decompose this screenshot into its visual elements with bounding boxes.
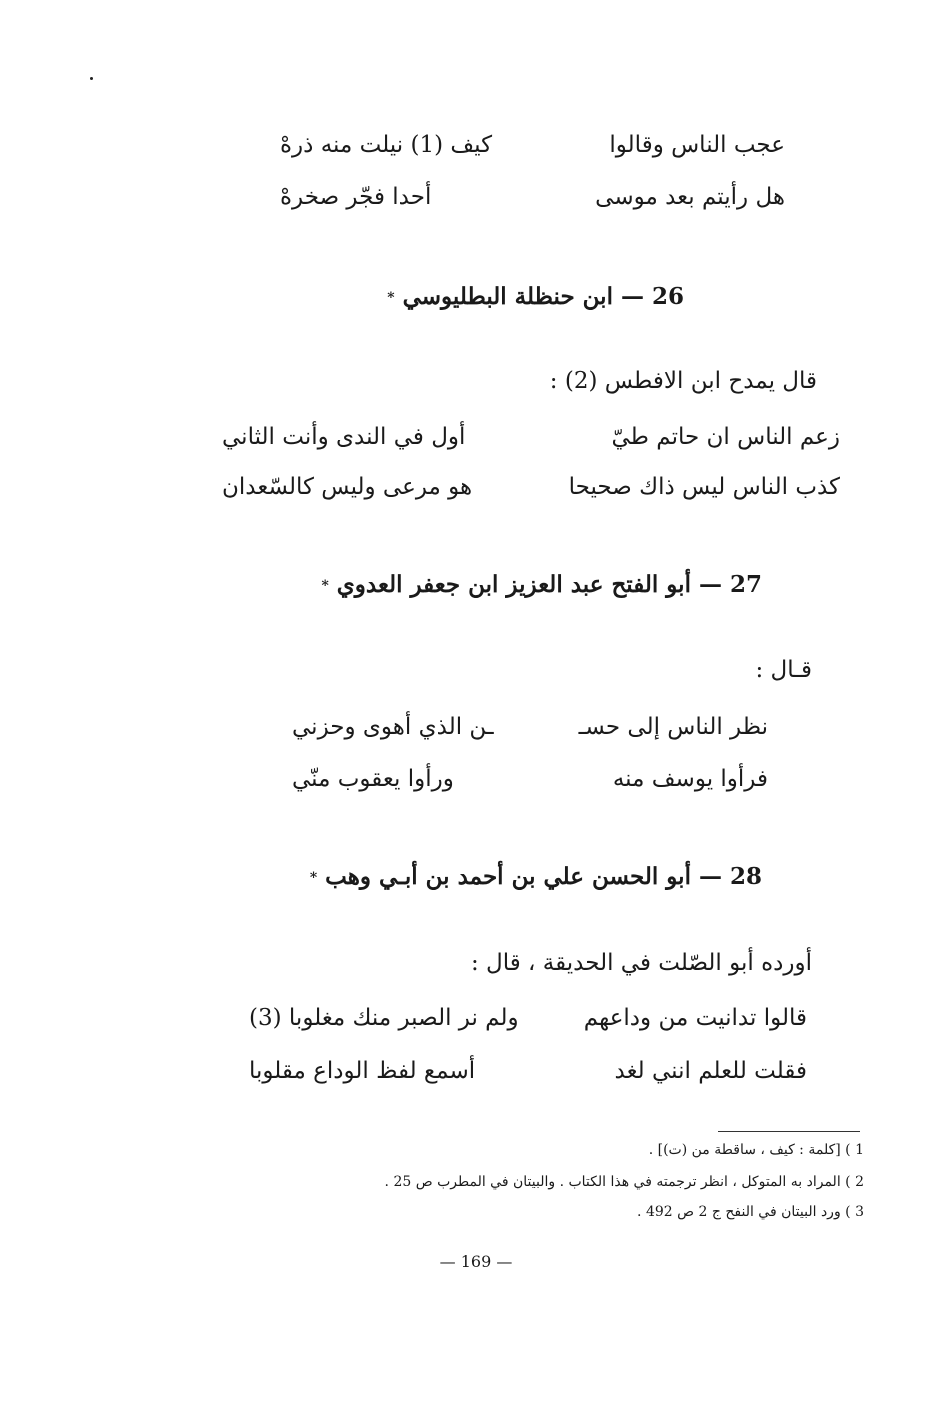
verse-second-hemistich: أسمع لفظ الوداع مقلوبا: [249, 1058, 476, 1084]
verse-line: [288, 764, 768, 794]
verse-second-hemistich: ورأوا يعقوب منّي: [292, 766, 454, 792]
verse-first-hemistich: كذب الناس ليس ذاك صحيحا: [568, 474, 840, 500]
entry-heading: [302, 862, 762, 893]
verse-first-hemistich: هل رأيتم بعد موسى: [595, 184, 785, 210]
heading-text: 27 — أبو الفتح عبد العزيز ابن جعفر العدوي: [336, 571, 762, 598]
intro-line: أورده أبو الصّلت في الحديقة ، قال :: [470, 950, 812, 976]
verse-first-hemistich: عجب الناس وقالوا: [609, 132, 785, 158]
verse-line: [270, 182, 785, 212]
verse-second-hemistich: هو مرعى وليس كالسّعدان: [222, 474, 473, 500]
verse-first-hemistich: قالوا تدانيت من وداعهم: [583, 1005, 807, 1031]
footnote-separator: [718, 1131, 860, 1132]
heading-text: 26 — ابن حنظلة البطليوسي: [402, 283, 684, 310]
page-number: — 169 —: [439, 1252, 513, 1271]
verse-first-hemistich: فقلت للعلم انني لغد: [614, 1058, 807, 1084]
verse-second-hemistich: كيف (1) نيلت منه ذرهْ: [280, 132, 493, 158]
verse-line: [270, 130, 785, 160]
asterisk-icon: *: [387, 290, 395, 306]
verse-line: [218, 472, 840, 502]
verse-second-hemistich: ولم نر الصبر منك مغلوبا (3): [249, 1005, 519, 1031]
verse-first-hemistich: فرأوا يوسف منه: [612, 766, 768, 792]
footnote: 2 ) المراد به المتوكل ، انظر ترجمته في هذا الكتاب . والبيتان في المطرب ص 25 .: [384, 1174, 864, 1190]
footnote: 1 ) [كلمة : كيف ، ساقطة من (ت)] .: [648, 1142, 864, 1158]
verse-second-hemistich: أول في الندى وأنت الثاني: [222, 424, 466, 450]
verse-first-hemistich: زعم الناس ان حاتم طيّ: [611, 424, 840, 450]
verse-second-hemistich: أحدا فجّر صخرهْ: [280, 184, 432, 210]
verse-first-hemistich: نظر الناس إلى حسـ: [578, 714, 768, 740]
entry-heading: [313, 570, 762, 601]
verse-line: [245, 1003, 807, 1033]
intro-line: قـال :: [755, 657, 812, 683]
entry-heading: [379, 282, 684, 313]
asterisk-icon: *: [309, 870, 318, 886]
heading-text: 28 — أبو الحسن علي بن أحمد بن أبـي وهب: [325, 863, 762, 890]
verse-line: [245, 1056, 807, 1086]
asterisk-icon: *: [321, 578, 329, 594]
verse-line: [218, 422, 840, 452]
verse-line: [288, 712, 768, 742]
intro-line: قال يمدح ابن الافطس (2) :: [549, 368, 817, 394]
scan-speck: [90, 77, 93, 80]
verse-second-hemistich: ـن الذي أهوى وحزني: [292, 714, 494, 740]
footnote: 3 ) ورد البيتان في النفح ج 2 ص 492 .: [637, 1204, 864, 1220]
